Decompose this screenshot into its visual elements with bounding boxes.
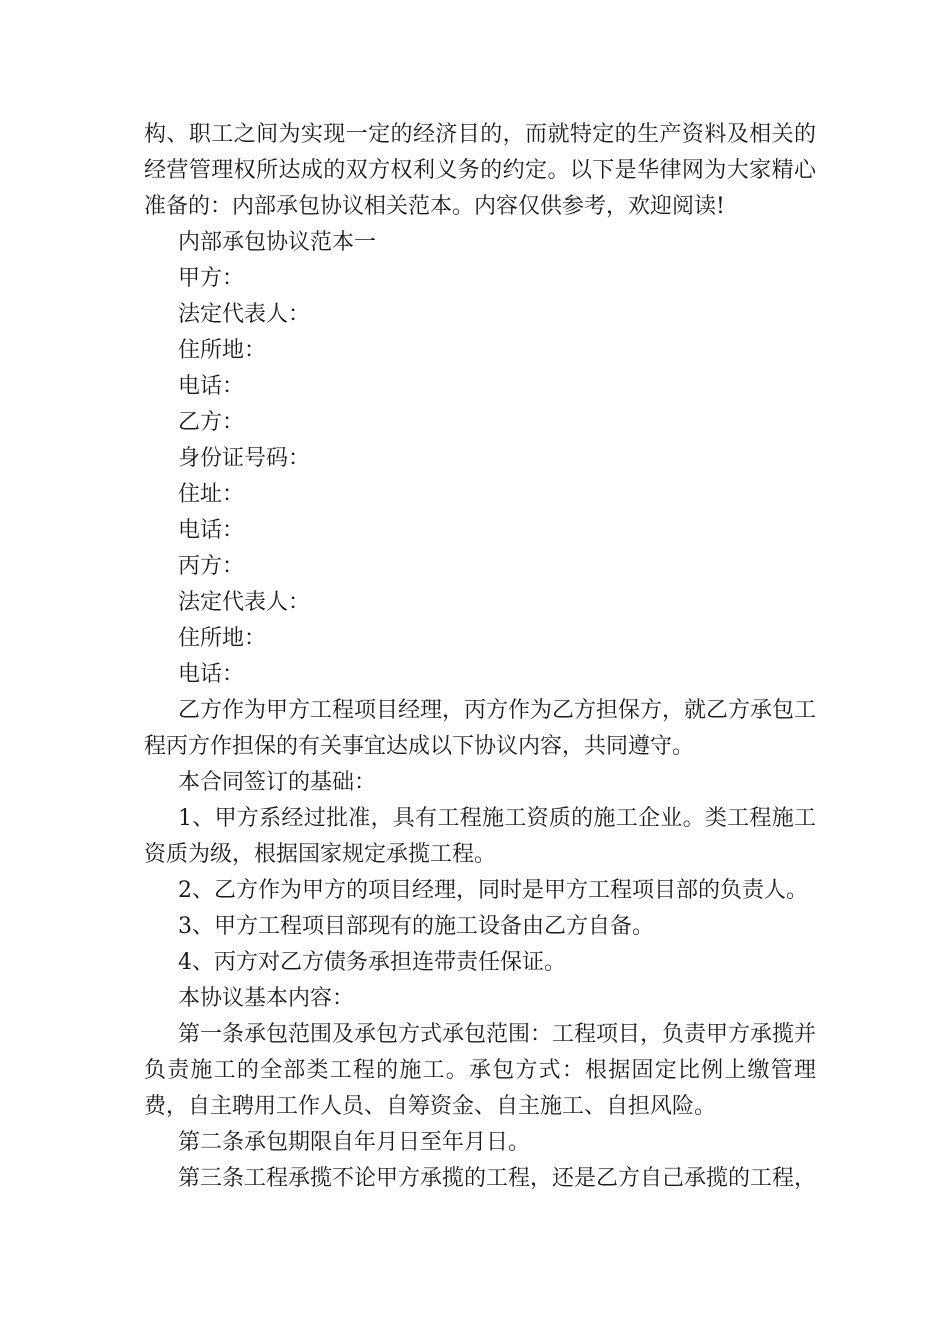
party-a-representative-label: 法定代表人：: [178, 302, 311, 327]
basis-item-1: 1、甲方系经过批准，具有工程施工资质的施工企业。类工程施工资质为级，根据国家规定承揽工程。: [144, 806, 816, 867]
article-3: 第三条工程承揽不论甲方承揽的工程，还是乙方自己承揽的工程，: [178, 1166, 817, 1191]
party-b-address-label: 住址：: [178, 482, 245, 507]
document-body: [144, 117, 816, 1197]
basis-heading: 本合同签订的基础：: [178, 770, 377, 795]
basis-item-3: 3、甲方工程项目部现有的施工设备由乙方自备。: [178, 914, 654, 939]
party-b-label: 乙方：: [178, 410, 245, 435]
basis-item-4: 4、丙方对乙方债务承担连带责任保证。: [178, 950, 566, 975]
basis-item-2: 2、乙方作为甲方的项目经理，同时是甲方工程项目部的负责人。: [178, 878, 808, 903]
party-c-representative-label: 法定代表人：: [178, 590, 311, 615]
party-a-label: 甲方：: [178, 266, 245, 291]
party-b-id-label: 身份证号码：: [178, 446, 311, 471]
party-c-phone-label: 电话：: [178, 662, 245, 687]
party-c-address-label: 住所地：: [178, 626, 267, 651]
article-2: 第二条承包期限自年月日至年月日。: [178, 1130, 531, 1155]
section-title: 内部承包协议范本一: [178, 230, 377, 255]
party-a-address-label: 住所地：: [178, 338, 267, 363]
party-b-phone-label: 电话：: [178, 518, 245, 543]
party-c-label: 丙方：: [178, 554, 245, 579]
agreement-preamble: 乙方作为甲方工程项目经理，丙方作为乙方担保方，就乙方承包工程丙方作担保的有关事宜达成以下协议内容，共同遵守。: [144, 698, 817, 759]
article-1: 第一条承包范围及承包方式承包范围：工程项目，负责甲方承揽并负责施工的全部类工程的施工。承包方式：根据固定比例上缴管理费，自主聘用工作人员、自筹资金、自主施工、自担风险。: [144, 1022, 817, 1119]
party-a-phone-label: 电话：: [178, 374, 245, 399]
content-heading: 本协议基本内容：: [178, 986, 355, 1011]
intro-paragraph: 构、职工之间为实现一定的经济目的，而就特定的生产资料及相关的经营管理权所达成的双方权利义务的约定。以下是华律网为大家精心准备的：内部承包协议相关范本。内容仅供参考，欢迎阅读!: [144, 122, 816, 219]
